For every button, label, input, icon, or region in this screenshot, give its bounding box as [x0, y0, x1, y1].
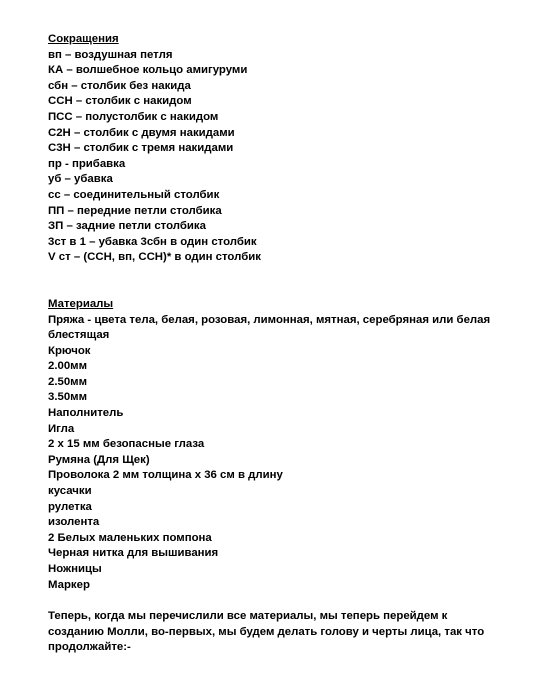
material-item: Наполнитель — [48, 407, 124, 420]
abbreviation-item: ПСС – полустолбик с накидом — [48, 110, 219, 123]
abbreviation-item: ССН – столбик с накидом — [48, 95, 192, 108]
abbreviation-item: сс – соединительный столбик — [48, 188, 220, 201]
materials-section — [48, 297, 508, 593]
material-item: рулетка — [48, 500, 92, 513]
abbreviation-item: ЗП – задние петли столбика — [48, 220, 206, 233]
abbreviation-item: С3Н – столбик с тремя накидами — [48, 142, 234, 155]
abbreviation-item: V ст – (ССН, вп, ССН)* в один столбик — [48, 251, 261, 264]
material-item: кусачки — [48, 485, 92, 498]
material-item: 2 х 15 мм безопасные глаза — [48, 438, 205, 451]
material-item: 2.50мм — [48, 375, 88, 388]
material-item: изолента — [48, 516, 100, 529]
abbreviation-item: С2Н – столбик с двумя накидами — [48, 126, 235, 139]
abbreviation-item: ПП – передние петли столбика — [48, 204, 222, 217]
material-item: Игла — [48, 422, 75, 435]
abbreviation-item: 3ст в 1 – убавка 3сбн в один столбик — [48, 235, 257, 248]
material-item: Румяна (Для Щек) — [48, 453, 150, 466]
abbreviations-heading: Сокращения — [48, 33, 119, 45]
abbreviation-item: пр - прибавка — [48, 157, 126, 170]
material-item: Ножницы — [48, 563, 102, 575]
closing-paragraph: Теперь, когда мы перечислили все материалы, мы теперь перейдем к созданию Молли, во-первых, мы будем делать голову и черты лица, так что продолжайте:- — [48, 610, 485, 654]
abbreviation-item: сбн – столбик без накида — [48, 79, 191, 92]
abbreviations-section — [48, 32, 508, 266]
material-item: Черная нитка для вышивания — [48, 547, 219, 560]
material-item: Крючок — [48, 344, 91, 357]
yarn-item: Пряжа - цвета тела, белая, розовая, лимонная, мятная, серебряная или белая блестящая — [48, 313, 491, 342]
material-item: Проволока 2 мм толщина х 36 см в длину — [48, 469, 283, 482]
document-page — [48, 32, 508, 656]
material-item: 2 Белых маленьких помпона — [48, 531, 212, 544]
material-item: 3.50мм — [48, 391, 88, 404]
abbreviation-item: вп – воздушная петля — [48, 48, 173, 61]
material-item: Маркер — [48, 578, 90, 591]
materials-heading: Материалы — [48, 297, 114, 310]
abbreviation-item: КА – волшебное кольцо амигуруми — [48, 64, 248, 77]
abbreviation-item: уб – убавка — [48, 173, 113, 186]
material-item: 2.00мм — [48, 360, 88, 373]
